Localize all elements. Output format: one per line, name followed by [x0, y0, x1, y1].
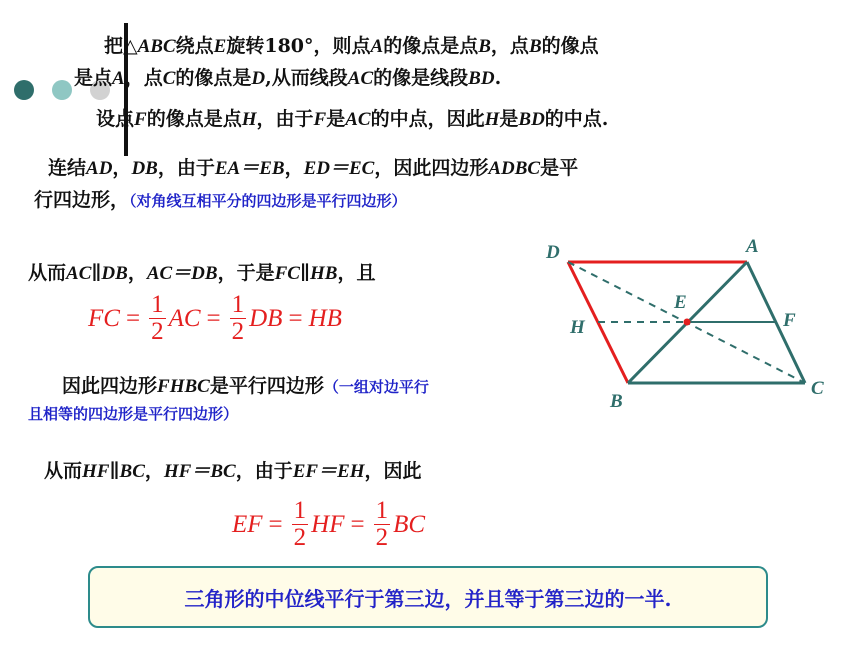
paragraph4 — [28, 258, 375, 285]
fraction — [230, 292, 247, 346]
equals-sign: = — [288, 304, 303, 332]
numerator: 1 — [375, 497, 389, 524]
paragraph6 — [44, 456, 422, 483]
text: 绕点 — [175, 35, 214, 57]
term: FC — [88, 304, 120, 332]
symbol: B — [528, 36, 542, 57]
fraction — [149, 292, 166, 346]
term: BC — [393, 510, 426, 538]
equals-sign: = — [268, 510, 283, 538]
symbol: ED＝EC — [303, 158, 375, 179]
symbol: B — [478, 36, 491, 57]
term: AC — [168, 304, 201, 332]
symbol: H — [241, 109, 257, 130]
symbol: HF＝BC — [163, 461, 236, 482]
text: ， — [284, 157, 304, 179]
text: 的像点 — [541, 35, 599, 57]
text: ，点 — [490, 35, 529, 57]
symbol: BD — [518, 109, 545, 130]
symbol: AC∥DB — [66, 263, 128, 284]
symbol: ADBC — [488, 158, 541, 179]
term: HB — [308, 304, 342, 332]
symbol: C — [162, 68, 176, 89]
symbol: DB — [131, 158, 158, 179]
reason-note: （对角线互相平分的四边形是平行四边形） — [129, 192, 407, 210]
text: 行四边形， — [34, 189, 130, 211]
text: 是点 — [74, 67, 113, 89]
symbol: A — [370, 36, 384, 57]
decor-dot-1 — [14, 80, 34, 100]
decor-dot-2 — [52, 80, 72, 100]
formula-ef — [232, 498, 425, 552]
point-e — [684, 319, 691, 326]
text: 的像是线段 — [373, 67, 469, 89]
paragraph5-line1 — [62, 371, 429, 398]
symbol: EF＝EH — [292, 461, 365, 482]
text: 的中点. — [544, 108, 609, 130]
text: ，由于 — [256, 108, 314, 130]
numerator: 1 — [231, 291, 245, 318]
label-a: A — [746, 236, 759, 257]
paragraph3-line2 — [34, 185, 407, 212]
text: 是 — [326, 108, 346, 130]
symbol: ABC — [137, 36, 176, 57]
symbol: AC — [347, 68, 374, 89]
parallelogram-figure — [530, 225, 840, 415]
text: ， — [144, 460, 164, 482]
text: ， — [127, 262, 147, 284]
paragraph1-line1 — [104, 31, 599, 58]
term: DB — [249, 304, 283, 332]
label-c: C — [811, 378, 824, 399]
equals-sign: = — [350, 510, 365, 538]
text: ，由于 — [157, 157, 215, 179]
text: ，且 — [337, 262, 376, 284]
equals-sign: = — [206, 304, 221, 332]
term: HF — [311, 510, 345, 538]
symbol: BD — [468, 68, 495, 89]
label-f: F — [783, 310, 796, 331]
summary-text: 三角形的中位线平行于第三边，并且等于第三边的一半. — [184, 586, 672, 611]
label-b: B — [610, 391, 623, 412]
symbol: F — [134, 109, 147, 130]
paragraph1-line2 — [74, 63, 501, 90]
text: ，由于 — [235, 460, 293, 482]
symbol: AC — [345, 109, 371, 130]
paragraph5-line2 — [28, 402, 238, 424]
text: 从而 — [44, 460, 83, 482]
reason-note: （一组对边平行 — [323, 378, 429, 396]
label-e: E — [674, 292, 687, 313]
text: 的中点，因此 — [370, 108, 485, 130]
text: 的像点是 — [175, 67, 252, 89]
fraction — [374, 498, 391, 552]
symbol: AD — [86, 158, 113, 179]
paragraph3-line1 — [48, 153, 578, 180]
label-h: H — [570, 317, 585, 338]
symbol: EA＝EB — [214, 158, 285, 179]
numerator: 1 — [151, 291, 164, 318]
label-d: D — [546, 242, 560, 263]
symbol: A — [112, 68, 125, 89]
symbol: D — [251, 68, 266, 89]
text: 旋转180°，则点 — [226, 35, 371, 57]
text: 是平 — [540, 157, 579, 179]
text: ，点 — [124, 67, 163, 89]
text: 从而 — [28, 262, 67, 284]
symbol: FC∥HB — [274, 263, 338, 284]
formula-fc — [88, 292, 342, 346]
text: 连结 — [48, 157, 87, 179]
text: 因此四边形 — [62, 375, 158, 397]
summary-box — [88, 566, 768, 628]
text: ,从而线段 — [265, 67, 348, 89]
reason-note: 且相等的四边形是平行四边形） — [28, 405, 239, 423]
denominator: 2 — [231, 318, 245, 346]
text: ， — [112, 157, 132, 179]
text: 把△ — [104, 35, 138, 57]
symbol: F — [313, 109, 327, 130]
symbol: FHBC — [157, 376, 210, 397]
denominator: 2 — [151, 318, 164, 346]
equals-sign: = — [125, 304, 141, 332]
text: 是 — [499, 108, 519, 130]
symbol: HF∥BC — [82, 461, 145, 482]
term: EF — [232, 510, 263, 538]
text: ，于是 — [217, 262, 275, 284]
symbol: AC＝DB — [146, 263, 218, 284]
fraction — [292, 498, 309, 552]
text: . — [494, 67, 502, 89]
text: 设点 — [96, 108, 135, 130]
text: ，因此四边形 — [374, 157, 489, 179]
denominator: 2 — [293, 524, 307, 552]
text: 的像点是点 — [146, 108, 242, 130]
text: 是平行四边形 — [209, 375, 324, 397]
paragraph2 — [96, 104, 608, 131]
denominator: 2 — [375, 524, 389, 552]
numerator: 1 — [293, 497, 307, 524]
symbol: E — [213, 36, 227, 57]
text: ，因此 — [364, 460, 422, 482]
text: 的像点是点 — [383, 35, 479, 57]
symbol: H — [484, 109, 500, 130]
